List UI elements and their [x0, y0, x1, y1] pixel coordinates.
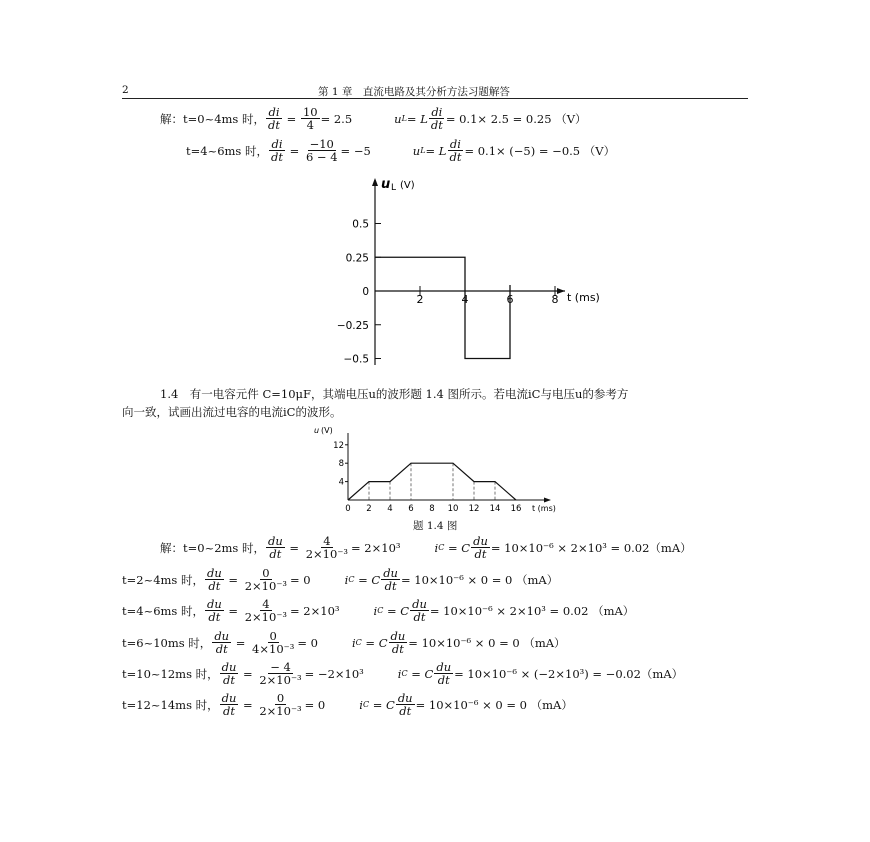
problem-1-4-line2: 向一致，试画出流过电容的电流iC的波形。: [122, 405, 342, 419]
ul2-result: = 0.1× (−5) = −0.5 （V）: [464, 143, 616, 158]
eq1-denominator: 4: [306, 118, 314, 132]
solution2-prefix: t=12~14ms 时，: [122, 697, 219, 712]
du-result: = −2×10³: [304, 666, 364, 681]
du-numerator: 0: [262, 566, 270, 580]
y-tick-label: 0.25: [345, 252, 369, 265]
u-series-line: [348, 463, 516, 500]
ic-result: = 10×10⁻⁶ × (−2×10³) = −0.02（mA）: [454, 666, 684, 681]
solution2-line: t=10~12ms 时， $\frac{du}{dt}$ = $\frac{- 4}{\text{2×10⁻³}}$ = −2×10³ i C = C $\frac{du}{dt}$ = 10×10⁻⁶ × (−2×10³) = −0.02（mA）: [122, 660, 684, 687]
du-denominator: 2×10⁻³: [244, 579, 288, 593]
solution2-prefix: t=4~6ms 时，: [122, 603, 204, 618]
problem-1-4-line1: 1.4 有一电容元件 C=10μF，其端电压u的波形题 1.4 图所示。若电流iC与电压u的参考方: [160, 387, 629, 401]
du-numerator: 4: [323, 534, 331, 548]
du-numerator: 4: [262, 597, 270, 611]
ul-frac-den: dt: [430, 118, 443, 132]
figure-caption: 题 1.4 图: [413, 520, 458, 532]
du-result: = 0: [304, 697, 326, 712]
x-tick-label: 10: [447, 504, 459, 514]
ul-chart-plot: [337, 177, 600, 366]
y-axis-arrow: [372, 178, 378, 186]
solution1-line2-prefix: t=4~6ms 时，: [186, 143, 268, 158]
ic-result: = 10×10⁻⁶ × 0 = 0 （mA）: [415, 697, 573, 712]
solution2-prefix: t=10~12ms 时，: [122, 666, 219, 681]
solution2-prefix: 解：t=0~2ms 时，: [160, 540, 265, 555]
ic-result: = 10×10⁻⁶ × 0 = 0 （mA）: [408, 635, 566, 650]
u-chart-plot: [314, 426, 556, 514]
ic-result: = 10×10⁻⁶ × 2×10³ = 0.02（mA）: [490, 540, 692, 555]
du-numerator: 0: [276, 691, 285, 705]
du-result: = 2×10³: [351, 540, 401, 555]
x-tick-label: 14: [489, 504, 501, 514]
ic-result: = 10×10⁻⁶ × 2×10³ = 0.02 （mA）: [429, 603, 635, 618]
ul1-result: = 0.1× 2.5 = 0.25 （V）: [445, 111, 587, 126]
du-denominator: 2×10⁻³: [259, 704, 302, 718]
x-tick-label: 2: [366, 504, 372, 514]
y-tick-label: 8: [338, 459, 344, 470]
y-axis-label: u: [381, 177, 391, 192]
x-tick-label: 16: [510, 504, 522, 514]
solution2-line: 解：t=0~2ms 时， $\frac{du}{dt}$ = $\frac{4}{\text{2×10⁻³}}$ = 2×10³ i C = C $\frac{du}{dt}$ = 10×10⁻⁶ × 2×10³ = 0.02（mA）: [160, 534, 692, 561]
ul-series-line: [375, 257, 510, 358]
y-tick-label: 0: [362, 286, 369, 298]
ul-subscript: L: [401, 114, 407, 123]
y-tick-label: −0.25: [336, 319, 369, 332]
ic-result: = 10×10⁻⁶ × 0 = 0 （mA）: [400, 572, 559, 587]
solution2-line: t=2~4ms 时， $\frac{du}{dt}$ = $\frac{0}{\text{2×10⁻³}}$ = 0 i C = C $\frac{du}{dt}$ = 10×10⁻⁶ × 0 = 0 （mA）: [122, 566, 559, 593]
y-axis-label-unit: (V): [321, 426, 333, 435]
eq2-tail: = −5: [340, 143, 371, 158]
eq1-numerator: 10: [302, 105, 318, 119]
x-tick-label: 0: [345, 504, 351, 514]
y-tick-label: 0.5: [352, 218, 369, 231]
ul-frac-num: di: [431, 105, 443, 119]
x-tick-label: 8: [429, 504, 435, 514]
x-tick-label: 6: [506, 293, 514, 306]
solution2-line: t=6~10ms 时， $\frac{du}{dt}$ = $\frac{0}{\text{4×10⁻³}}$ = 0 i C = C $\frac{du}{dt}$ = 10×10⁻⁶ × 0 = 0 （mA）: [122, 629, 566, 656]
eq2-denominator: 6 − 4: [305, 150, 338, 164]
x-tick-label: 4: [387, 504, 393, 514]
du-numerator: 0: [269, 629, 277, 643]
page-number: 2: [122, 84, 129, 96]
y-axis-label-subscript: L: [391, 183, 397, 193]
du-result: = 2×10³: [290, 603, 340, 618]
du-denominator: 2×10⁻³: [244, 610, 288, 624]
x-axis-label: t (ms): [532, 504, 556, 513]
ul-symbol: u: [394, 111, 402, 126]
x-tick-label: 12: [468, 504, 480, 514]
x-axis-arrow: [544, 498, 551, 503]
x-tick-label: 4: [461, 293, 469, 306]
running-header: 第 1 章 直流电路及其分析方法习题解答: [318, 86, 510, 98]
du-result: = 0: [297, 635, 318, 650]
solution2-line: t=4~6ms 时， $\frac{du}{dt}$ = $\frac{4}{\text{2×10⁻³}}$ = 2×10³ i C = C $\frac{du}{dt}$ = 10×10⁻⁶ × 2×10³ = 0.02 （mA）: [122, 597, 635, 624]
x-tick-label: 6: [408, 504, 414, 514]
solution1-line2: t=4~6ms 时， $\frac{di}{dt}$ = $\frac{-10}{6 - 4}$ = −5 u L = L $\frac{di}{dt}$ = 0.1× (−5) = −0.5 （V）: [186, 137, 616, 164]
y-tick-label: −0.5: [343, 353, 369, 366]
solution2-prefix: t=6~10ms 时，: [122, 635, 212, 650]
x-tick-label: 8: [551, 293, 559, 306]
y-tick-label: 12: [333, 440, 344, 451]
solution1-line1: 解：t=0~4ms 时， $\frac{di}{dt}$ = $\frac{10}{4}$ = 2.5 u L = L $\frac{di}{dt}$ = 0.1× 2.5 = 0.25 （V）: [160, 105, 587, 132]
y-axis-label: u: [314, 426, 320, 435]
du-result: = 0: [290, 572, 311, 587]
du-denominator: 4×10⁻³: [252, 642, 295, 656]
header-rule: [122, 98, 748, 99]
x-axis-label: t (ms): [567, 291, 600, 304]
ul-waveform-chart: [330, 170, 610, 370]
ul-eq-l: = L: [406, 111, 428, 126]
eq2-numerator: −10: [309, 137, 334, 151]
solution2-line: t=12~14ms 时， $\frac{du}{dt}$ = $\frac{0}{\text{2×10⁻³}}$ = 0 i C = C $\frac{du}{dt}$ = 10×10⁻⁶ × 0 = 0 （mA）: [122, 691, 573, 718]
solution2-prefix: t=2~4ms 时，: [122, 572, 204, 587]
x-tick-label: 2: [416, 293, 424, 306]
y-axis-label-unit: (V): [400, 180, 415, 191]
eq1-tail: = 2.5: [320, 111, 353, 126]
y-tick-label: 4: [338, 477, 344, 488]
solution1-prefix: 解：t=0~4ms 时，: [160, 111, 265, 126]
du-denominator: 2×10⁻³: [305, 547, 349, 561]
du-numerator: − 4: [270, 660, 291, 674]
du-denominator: 2×10⁻³: [259, 673, 302, 687]
